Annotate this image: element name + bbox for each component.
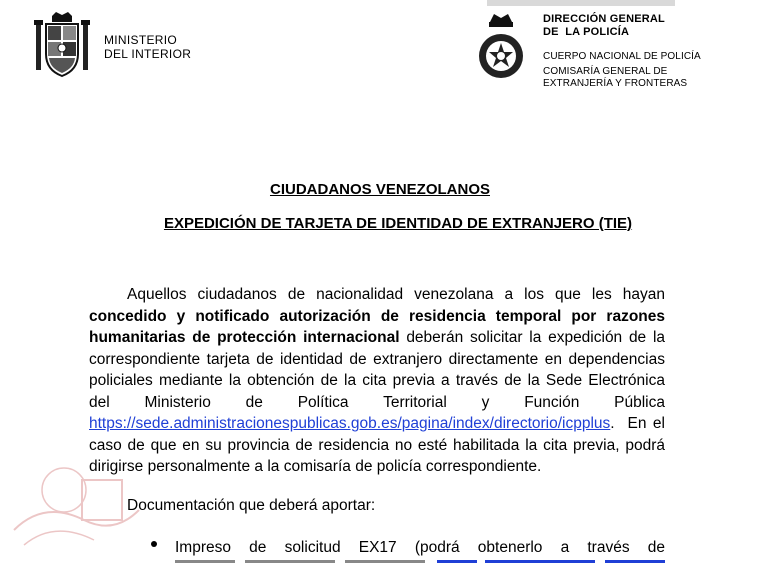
bullet-icon (151, 541, 157, 547)
cgef-line2: EXTRANJERÍA Y FRONTERAS (543, 78, 688, 89)
ministry-name (104, 33, 191, 61)
police-badge-logo (476, 12, 526, 84)
direccion-general-title (543, 13, 665, 39)
paragraph-text-1: Aquellos ciudadanos de nacionalidad venezolana a los que les hayan (127, 286, 665, 303)
sede-electronica-link[interactable]: https://sede.administracionespublicas.gob.es/pagina/index/directorio/icpplus (89, 415, 611, 432)
cut-off-text-line (175, 556, 665, 563)
cuerpo-nacional-label: CUERPO NACIONAL DE POLICÍA (543, 51, 701, 62)
ministry-line1: MINISTERIO (104, 33, 178, 47)
document-title: CIUDADANOS VENEZOLANOS (269, 181, 490, 198)
ministry-line2: DEL INTERIOR (104, 47, 192, 61)
paragraph-bold-text: concedido y notificado autorización de residencia temporal por razones humanitarias de protección internacional (89, 307, 665, 346)
dg-line2: DE LA POLICÍA (543, 26, 630, 38)
bullet-item: Impreso de solicitud EX17 (podrá obtenerlo a través de (175, 539, 665, 556)
paragraph-text-2: deberán solicitar la expedición de la correspondiente tarjeta de identidad de extranjero directamente en dependencias policiales mediante la obtención de la cita previa a través de la Sede Electrónica del Ministerio de Política Territorial y Función Pública (89, 329, 666, 411)
dg-line1: DIRECCIÓN GENERAL (543, 13, 665, 25)
header-bar (487, 0, 675, 6)
cgef-line1: COMISARÍA GENERAL DE (543, 66, 668, 77)
paragraph-text-3: En el caso de que en su provincia de residencia no esté habilitada la cita previa, podrá dirigirse personalmente a la comisaría de policía correspondiente. (89, 415, 665, 475)
comisaria-general-label (543, 66, 687, 90)
documentation-intro: Documentación que deberá aportar: (127, 497, 376, 514)
coat-of-arms-logo (32, 10, 92, 82)
document-subtitle: EXPEDICIÓN DE TARJETA DE IDENTIDAD DE EXTRANJERO (TIE) (163, 215, 633, 232)
body-paragraph: Aquellos ciudadanos de nacionalidad venezolana a los que les hayan concedido y notificado autorización de residencia temporal por razones humanitarias de protección internacional deberán solicitar la expedición de la correspondiente tarjeta de identidad de extranjero directamente en dependencias policiales mediante la obtención de la cita previa a través de la Sede Electrónica del Ministerio de Política Territorial y Función Pública https://sede.administracionespublicas.gob.es/pagina/index/directorio/icpplus. En el caso de que en su provincia de residencia no esté habilitada la cita previa, podrá dirigirse personalmente a la comisaría de policía correspondiente. (89, 286, 666, 475)
watermark-stamp (4, 460, 144, 560)
